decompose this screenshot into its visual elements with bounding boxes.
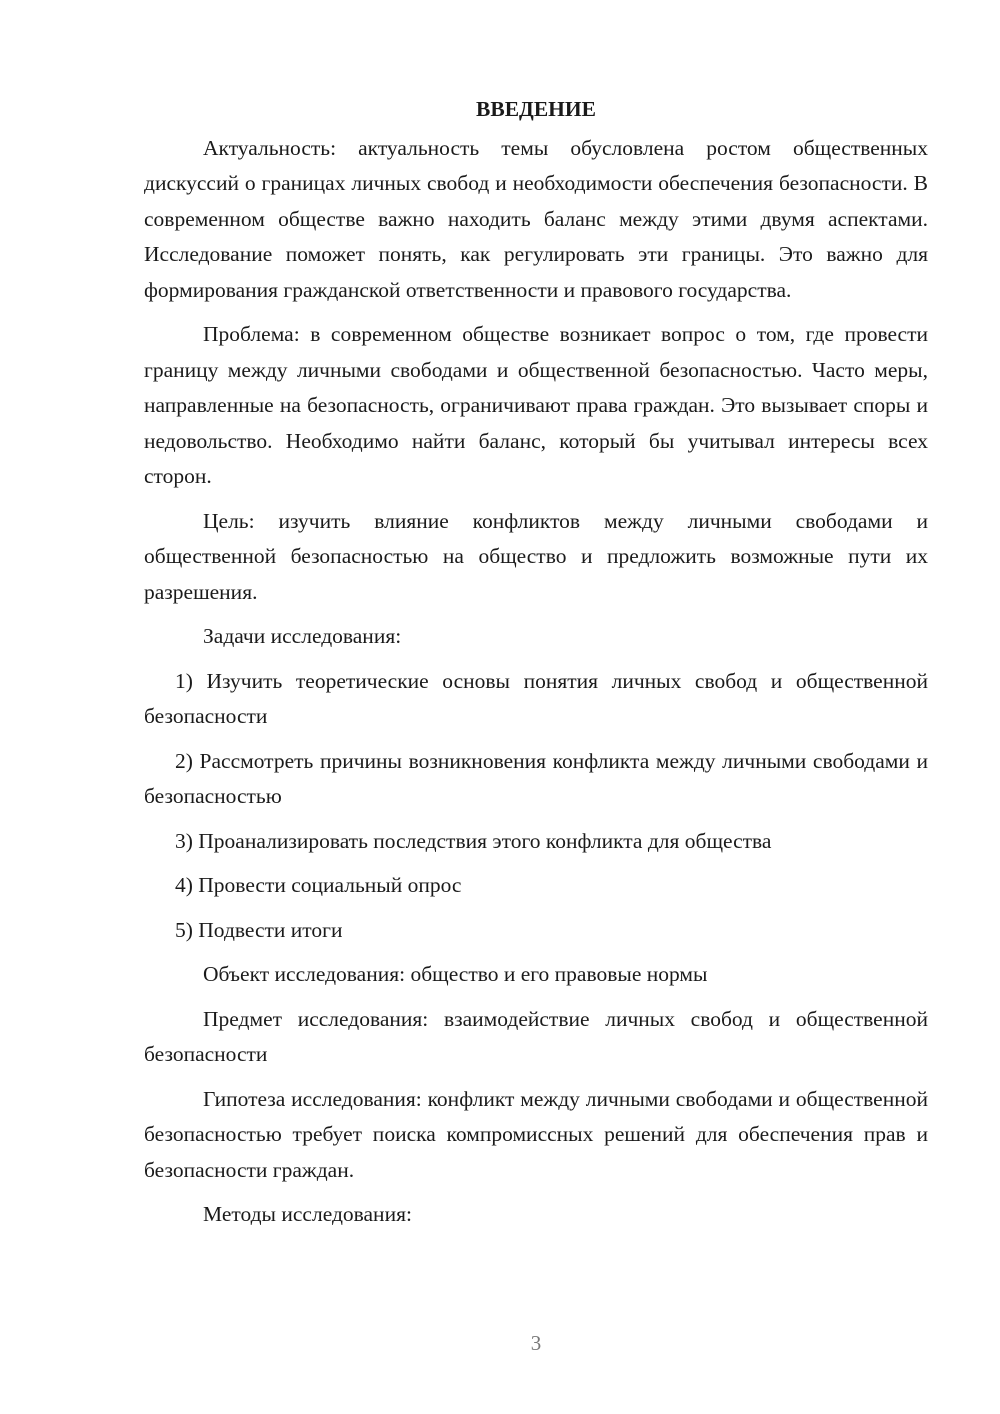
list-item: 4) Провести социальный опрос bbox=[175, 873, 462, 897]
list-item: 1) Изучить теоретические основы понятия личных свобод и общественной безопасности bbox=[144, 668, 928, 728]
problem-paragraph: Проблема: в современном обществе возникает вопрос о том, где провести границу между личными свободами и общественной безопасностью. Часто меры, направленные на безопасность, ограничивают права граждан. Это вызывает споры и недовольство. Необходимо найти баланс, который бы учитывал интересы всех сторон. bbox=[144, 322, 928, 488]
tasks-list bbox=[144, 664, 928, 949]
list-item: 3) Проанализировать последствия этого конфликта для общества bbox=[175, 828, 772, 853]
tasks-heading: Задачи исследования: bbox=[203, 624, 402, 648]
subject-paragraph: Предмет исследования: взаимодействие личных свобод и общественной безопасности bbox=[144, 1006, 928, 1066]
list-item: 5) Подвести итоги bbox=[175, 917, 343, 942]
relevance-paragraph: Актуальность: актуальность темы обусловлена ростом общественных дискуссий о границах личных свобод и необходимости обеспечения безопасности. В современном обществе важно находить баланс между этими двумя аспектами. Исследование поможет понять, как регулировать эти границы. Это важно для формирования гражданской ответственности и правового государства. bbox=[144, 135, 928, 302]
goal-paragraph: Цель: изучить влияние конфликтов между личными свободами и общественной безопасностью на общество и предложить возможные пути их разрешения. bbox=[144, 508, 928, 604]
page-number: 3 bbox=[530, 1331, 542, 1355]
page-title: ВВЕДЕНИЕ bbox=[476, 97, 596, 121]
object-paragraph: Объект исследования: общество и его правовые нормы bbox=[203, 962, 708, 986]
document-body bbox=[144, 92, 928, 1233]
list-item: 2) Рассмотреть причины возникновения конфликта между личными свободами и безопасностью bbox=[144, 748, 928, 808]
methods-heading: Методы исследования: bbox=[203, 1202, 412, 1226]
hypothesis-paragraph: Гипотеза исследования: конфликт между личными свободами и общественной безопасностью требует поиска компромиссных решений для обеспечения прав и безопасности граждан. bbox=[144, 1086, 928, 1182]
